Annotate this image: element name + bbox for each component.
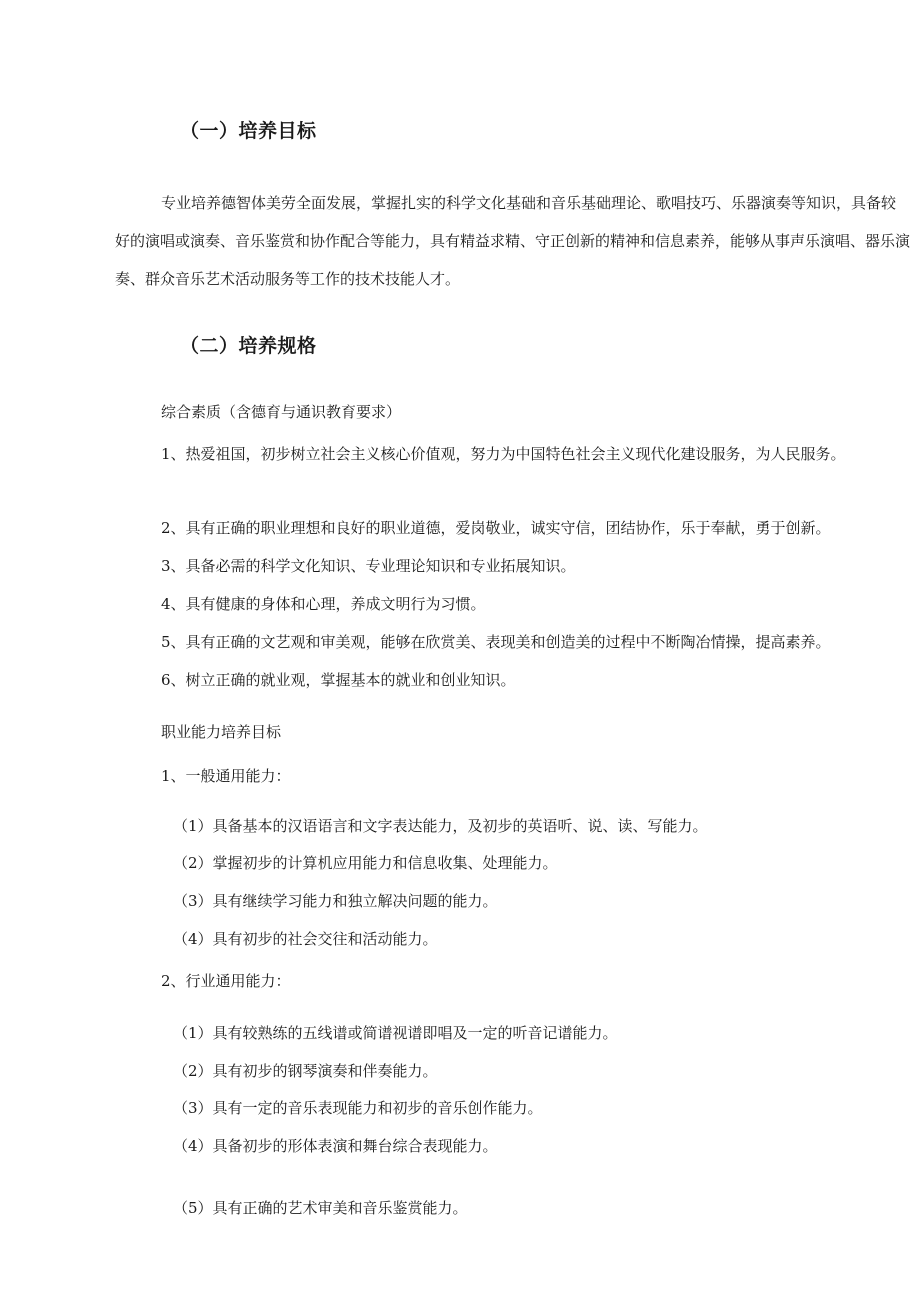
quality-item-4: 4、具有健康的身体和心理，养成文明行为习惯。 bbox=[161, 595, 486, 613]
industry-ability-item-2: （2）具有初步的钢琴演奏和伴奏能力。 bbox=[173, 1062, 438, 1080]
quality-item-5: 5、具有正确的文艺观和审美观，能够在欣赏美、表现美和创造美的过程中不断陶冶情操，提高素养。 bbox=[161, 633, 831, 651]
ability-title: 职业能力培养目标 bbox=[161, 723, 282, 741]
industry-ability-item-5: （5）具有正确的艺术审美和音乐鉴赏能力。 bbox=[173, 1199, 468, 1217]
general-ability-item-4: （4）具有初步的社会交往和活动能力。 bbox=[173, 930, 438, 948]
general-ability-item-1: （1）具备基本的汉语语言和文字表达能力，及初步的英语听、说、读、写能力。 bbox=[173, 817, 708, 835]
industry-ability-item-4: （4）具备初步的形体表演和舞台综合表现能力。 bbox=[173, 1137, 498, 1155]
quality-item-1: 1、热爱祖国，初步树立社会主义核心价值观，努力为中国特色社会主义现代化建设服务，为人民服务。 bbox=[161, 445, 846, 463]
quality-item-3: 3、具备必需的科学文化知识、专业理论知识和专业拓展知识。 bbox=[161, 557, 576, 575]
general-ability-title: 1、一般通用能力： bbox=[161, 767, 291, 785]
general-ability-item-2: （2）掌握初步的计算机应用能力和信息收集、处理能力。 bbox=[173, 854, 558, 872]
industry-ability-item-3: （3）具有一定的音乐表现能力和初步的音乐创作能力。 bbox=[173, 1099, 543, 1117]
industry-ability-item-1: （1）具有较熟练的五线谱或简谱视谱即唱及一定的听音记谱能力。 bbox=[173, 1024, 618, 1042]
training-goal-paragraph: 专业培养德智体美劳全面发展，掌握扎实的科学文化基础和音乐基础理论、歌唱技巧、乐器演奏等知识，具备较好的演唱或演奏、音乐鉴赏和协作配合等能力，具有精益求精、守正创新的精神和信息素养，能够从事声乐演唱、器乐演奏、群众音乐艺术活动服务等工作的技术技能人才。 bbox=[115, 194, 911, 288]
industry-ability-title: 2、行业通用能力： bbox=[161, 972, 291, 990]
quality-item-2: 2、具有正确的职业理想和良好的职业道德，爱岗敬业，诚实守信，团结协作，乐于奉献，勇于创新。 bbox=[161, 519, 831, 537]
general-ability-item-3: （3）具有继续学习能力和独立解决问题的能力。 bbox=[173, 892, 498, 910]
quality-title: 综合素质（含德育与通识教育要求） bbox=[161, 403, 402, 421]
quality-item-6: 6、树立正确的就业观，掌握基本的就业和创业知识。 bbox=[161, 671, 516, 689]
section-heading-training-goal: （一）培养目标 bbox=[180, 120, 317, 142]
section-heading-training-spec: （二）培养规格 bbox=[180, 335, 317, 357]
